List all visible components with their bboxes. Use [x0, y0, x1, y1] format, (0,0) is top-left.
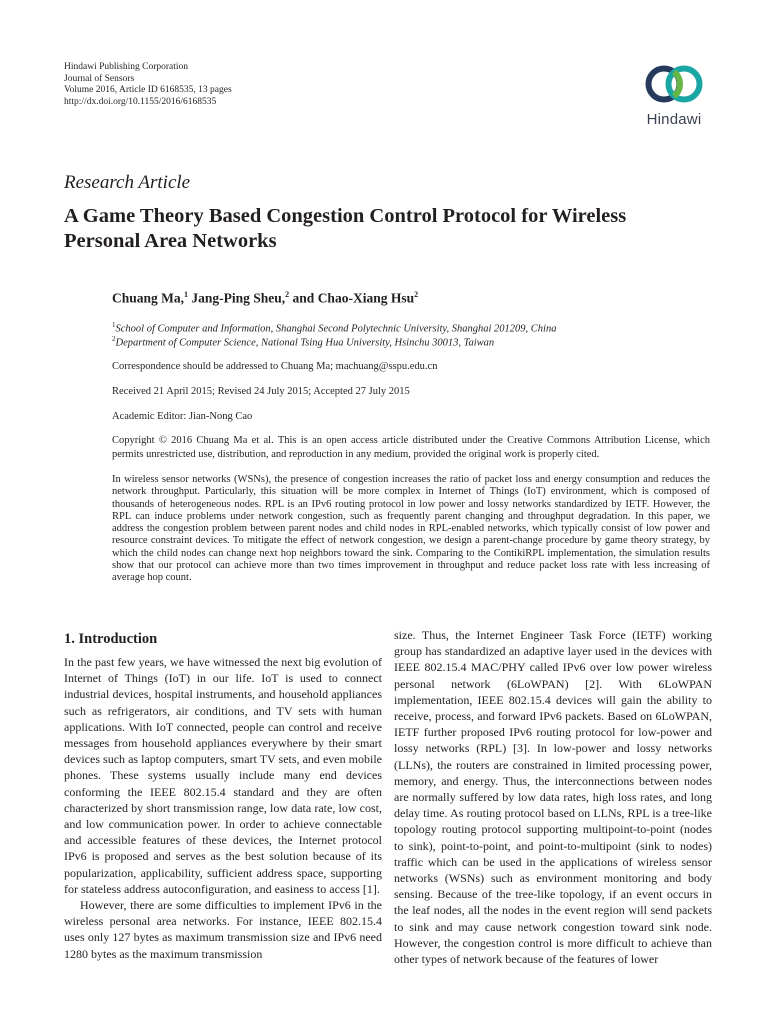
paper-title: A Game Theory Based Congestion Control Protocol for Wireless Personal Area Networks	[64, 205, 627, 252]
affiliation-mark: 2	[112, 335, 116, 343]
right-column	[394, 627, 712, 967]
body-paragraph: However, there are some difficulties to implement IPv6 in the wireless personal area networks. For instance, IEEE 802.15.4 uses only 127 bytes as maximum transmission size and IPv6 need 1280 bytes as the maximum transmission	[64, 898, 382, 961]
left-column	[64, 630, 382, 962]
body-paragraph: In the past few years, we have witnessed the next big evolution of Internet of Things (IoT) in our life. IoT is used to connect industrial devices, hospital instruments, and household appliances such as refrigerators, air conditions, and TV sets with human applications. With IoT connected, people can control and receive messages from household appliances everywhere by their smart devices such as laptop computers, smart TV sets, and even mobile phones. These systems usually include many end devices conforming the IEEE 802.15.4 standard and they are often characterized by short transmission range, low data rate, low cost, and low communication power. In order to achieve connectable and accessible features of these devices, the Internet protocol IPv6 is proposed and serves as the best solution because of its popularization, applicability, sufficient address space, supporting for stateless address autoconfiguration, and easiness to access [1].	[64, 655, 382, 896]
affiliation-text: Department of Computer Science, National Tsing Hua University, Hsinchu 30013, Taiwan	[115, 337, 495, 349]
copyright-notice: Copyright © 2016 Chuang Ma et al. This is an open access article distributed under the Creative Commons Attribution License, which permits unrestricted use, distribution, and reproduction in any medium, provided the original work is properly cited.	[112, 435, 710, 460]
affiliation-mark: 1	[112, 321, 116, 329]
section-heading-introduction: 1. Introduction	[64, 631, 158, 647]
academic-editor: Academic Editor: Jian-Nong Cao	[112, 411, 253, 422]
author-affil-mark: 2	[285, 290, 290, 299]
volume-info: Volume 2016, Article ID 6168535, 13 pages	[64, 85, 232, 95]
author-name: Chuang Ma,	[112, 290, 185, 306]
hindawi-logo-icon	[642, 60, 706, 108]
author-list	[112, 290, 418, 307]
author-affil-mark: 2	[414, 290, 419, 299]
author-name: Jang-Ping Sheu,	[188, 290, 286, 306]
abstract: In wireless sensor networks (WSNs), the presence of congestion increases the ratio of packet loss and energy consumption and reduces the network throughput. Particularly, this situation will be more complex in Internet of Things (IoT) environment, which is composed of thousands of heterogeneous nodes. RPL is an IPv6 routing protocol in low power and lossy networks standardized by IETF. However, the RPL can induce problems under network congestion, such as frequently parent changing and throughput degradation. In this paper, we address the congestion problem between parent nodes and child nodes in RPL-enabled networks, which typically consist of low power and resource constraint devices. To mitigate the effect of network congestion, we design a parent-change procedure by game theory strategy, by which the child nodes can change next hop neighbors toward the sink. Comparing to the ContikiRPL implementation, the simulation results show that our protocol can achieve more than two times improvement in throughput and reduce packet loss rate with less increasing of average hop count.	[112, 474, 710, 584]
publication-dates: Received 21 April 2015; Revised 24 July 2015; Accepted 27 July 2015	[112, 386, 410, 397]
logo-text: Hindawi	[646, 111, 702, 128]
correspondence: Correspondence should be addressed to Chuang Ma; machuang@sspu.edu.cn	[112, 361, 438, 372]
body-paragraph: size. Thus, the Internet Engineer Task Force (IETF) working group has standardized an adaptive layer used in the devices with IEEE 802.15.4 MAC/PHY called IPv6 over low power wireless personal network (6LoWPAN) [2]. With 6LoWPAN implementation, IEEE 802.15.4 devices will gain the ability to receive, process, and forward IPv6 packets. Based on 6LoWPAN, IETF further proposed IPv6 routing protocol for low-power and lossy networks (RPL) [3]. In low-power and lossy networks (LLNs), the routers are constrained in limited processing power, memory, and energy. Thus, the interconnections between nodes are normally suffered by low data rates, high loss rates, and long delay time. As routing protocol based on LLNs, RPL is a tree-like topology routing protocol supporting multipoint-to-point (nodes to sink), point-to-point, and point-to-multipoint (sink to nodes) traffic which can be used in the applications of wireless sensor networks (WSNs) such as environment monitoring and body sensing. Because of the tree-like topology, if an event occurs in the leaf nodes, all the nodes in the event region will send packets to sink and may cause network congestion toward sink node. However, the congestion control is more difficult to achieve than other types of network because of the features of lower	[394, 628, 712, 967]
affiliation-1	[112, 321, 712, 335]
journal-name: Journal of Sensors	[64, 73, 135, 84]
publisher-name: Hindawi Publishing Corporation	[64, 62, 189, 72]
author-name: and Chao-Xiang Hsu	[289, 290, 415, 306]
hindawi-logo	[636, 60, 712, 132]
article-type: Research Article	[64, 172, 191, 193]
author-affil-mark: 1	[184, 290, 189, 299]
affiliation-2	[112, 335, 712, 349]
affiliation-text: School of Computer and Information, Shanghai Second Polytechnic University, Shanghai 201209, China	[115, 323, 557, 335]
journal-info	[64, 62, 232, 108]
doi-link[interactable]: http://dx.doi.org/10.1155/2016/6168535	[64, 96, 217, 107]
